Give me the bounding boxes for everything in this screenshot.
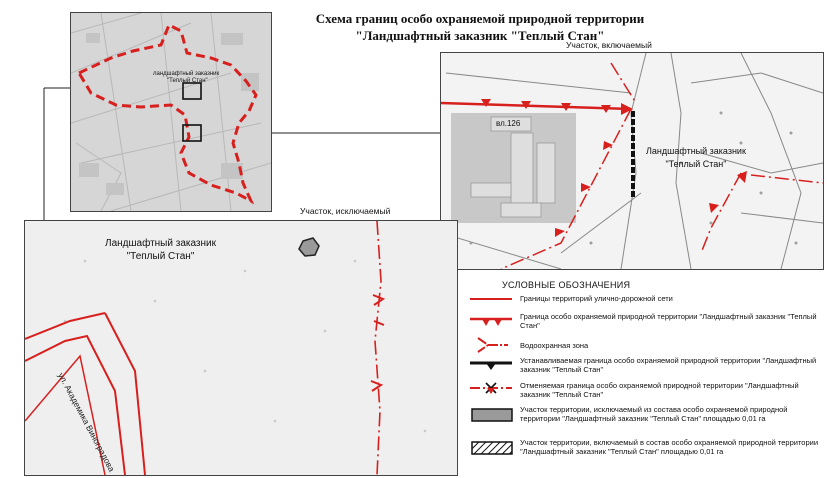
- included-plot-graphics: [441, 53, 823, 269]
- included-reserve-label-line-1: Ландшафтный заказник: [646, 146, 746, 156]
- map-title-line-2: "Ландшафтный заказник "Теплый Стан": [355, 28, 605, 43]
- legend-item: [462, 405, 822, 435]
- black-boundary-icon: [468, 355, 514, 375]
- legend-item: [462, 438, 822, 470]
- legend-item: [462, 335, 822, 355]
- excluded-reserve-label: [105, 237, 216, 263]
- included-reserve-label: [646, 145, 746, 171]
- cancelled-boundary-icon: [468, 380, 514, 400]
- legend-item-text: Участок территории, исключаемый из состава особо охраняемой природной территории "Ландшафтный заказник "Теплый Стан" площадью 0,01 га: [520, 405, 788, 423]
- overview-map: [70, 12, 272, 212]
- included-plot-map: [440, 52, 824, 270]
- excluded-plot-caption-outside: Участок, исключаемый: [300, 206, 391, 216]
- legend-item-text: Границы территорий улично-дорожной сети: [520, 294, 673, 303]
- building-label: вл.126: [496, 119, 521, 128]
- grey-fill-icon: [468, 405, 514, 425]
- excluded-reserve-label-line-2: "Теплый Стан": [126, 251, 195, 262]
- overview-map-graphics: [71, 13, 271, 211]
- legend-item-text: Отменяемая граница особо охраняемой природной территории "Ландшафтный заказник "Теплый Стан": [520, 381, 799, 399]
- legend-item: [462, 355, 822, 377]
- water-protection-icon: [468, 335, 514, 355]
- legend-item-text: Граница особо охраняемой природной территории "Ландшафтный заказник "Теплый Стан": [520, 312, 817, 330]
- overview-reserve-label-1: ландшафтный заказник: [153, 71, 220, 77]
- legend: [462, 280, 822, 476]
- included-reserve-label-line-2: "Теплый Стан": [665, 159, 727, 169]
- legend-heading: УСЛОВНЫЕ ОБОЗНАЧЕНИЯ: [502, 280, 631, 290]
- legend-item-text: Устанавливаемая граница особо охраняемой природной территории "Ландшафтный заказник "Теплый Стан": [520, 356, 817, 374]
- legend-item: [462, 310, 822, 332]
- red-line-icon: [468, 290, 514, 310]
- excluded-reserve-label-line-1: Ландшафтный заказник: [105, 238, 216, 249]
- red-tick-boundary-icon: [468, 310, 514, 330]
- overview-reserve-label-2: "Теплый Стан": [167, 78, 208, 84]
- legend-item: [462, 290, 822, 308]
- included-plot-caption-outside: Участок, включаемый: [566, 40, 652, 50]
- hatched-fill-icon: [468, 438, 514, 458]
- map-title: [270, 10, 690, 44]
- legend-item-text: Водоохранная зона: [520, 341, 589, 350]
- excluded-plot-map: [24, 220, 458, 476]
- street-label: ул. Академика Виноградова: [56, 371, 117, 474]
- map-title-line-1: Схема границ особо охраняемой природной территории: [315, 11, 645, 26]
- legend-item: [462, 380, 822, 402]
- legend-item-text: Участок территории, включаемый в состав особо охраняемой природной территории "Ландшафтный заказник "Теплый Стан" площадью 0,01 га: [520, 438, 819, 456]
